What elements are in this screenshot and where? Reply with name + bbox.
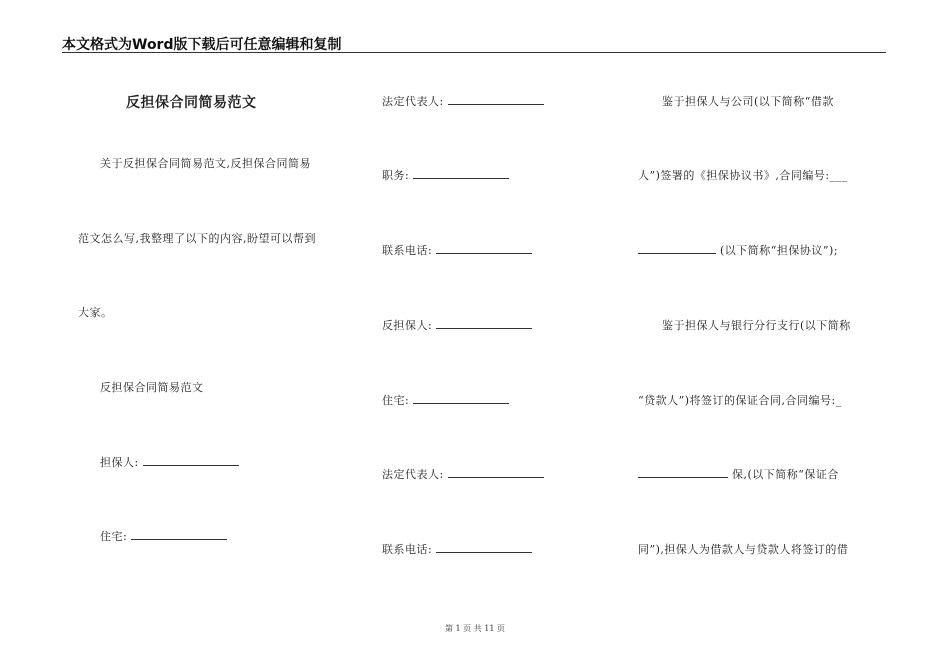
contract-number-blank [638,467,728,478]
clause-line-1: 鉴于担保人与公司(以下简称“借款 [662,95,834,108]
legal-rep-2-blank [448,467,544,478]
guarantor-address-field [100,528,227,544]
clause-line-5: “贷款人”)将签订的保证合同,合同编号:_ [638,394,842,407]
clause-line-6-text: 保,(以下简称“保证合 [732,468,839,481]
agreement-number-blank [638,243,716,254]
legal-rep-field [382,93,544,109]
intro-line-3: 大家。 [78,306,113,319]
position-label: 职务: [382,169,410,182]
guarantor-label: 担保人: [100,456,139,469]
header-divider [62,52,886,53]
clause-line-6 [638,466,839,482]
guarantor-field [100,454,239,470]
phone-2-blank [436,542,532,553]
document-header: 本文格式为Word版下载后可任意编辑和复制 [62,37,342,53]
counter-address-blank [413,393,509,404]
phone-blank [436,243,532,254]
guarantor-address-blank [131,529,227,540]
document-title: 反担保合同简易范文 [126,95,257,111]
clause-line-3 [638,242,838,258]
legal-rep-label: 法定代表人: [382,95,444,108]
counter-address-label: 住宅: [382,394,410,407]
phone-field [382,242,532,258]
legal-rep-2-label: 法定代表人: [382,468,444,481]
page-footer: 第 1 页 共 11 页 [445,624,505,633]
clause-line-3-text: (以下简称“担保协议”); [720,244,839,257]
clause-line-4: 鉴于担保人与银行分行支行(以下简称 [662,319,851,332]
counter-guarantor-blank [436,318,532,329]
section-subtitle: 反担保合同简易范文 [100,381,204,394]
phone-2-field [382,541,532,557]
legal-rep-2-field [382,466,544,482]
phone-label: 联系电话: [382,244,433,257]
counter-address-field [382,392,509,408]
clause-line-2: 人”)签署的《担保协议书》,合同编号:___ [638,169,848,182]
intro-line-1: 关于反担保合同简易范文,反担保合同简易 [100,157,311,170]
guarantor-address-label: 住宅: [100,530,128,543]
position-field [382,167,509,183]
intro-line-2: 范文怎么写,我整理了以下的内容,盼望可以帮到 [78,232,316,245]
clause-line-7: 同”),担保人为借款人与贷款人将签订的借 [638,543,849,556]
phone-2-label: 联系电话: [382,543,433,556]
position-blank [413,168,509,179]
guarantor-blank [143,455,239,466]
counter-guarantor-field [382,317,532,333]
legal-rep-blank [448,94,544,105]
counter-guarantor-label: 反担保人: [382,319,433,332]
